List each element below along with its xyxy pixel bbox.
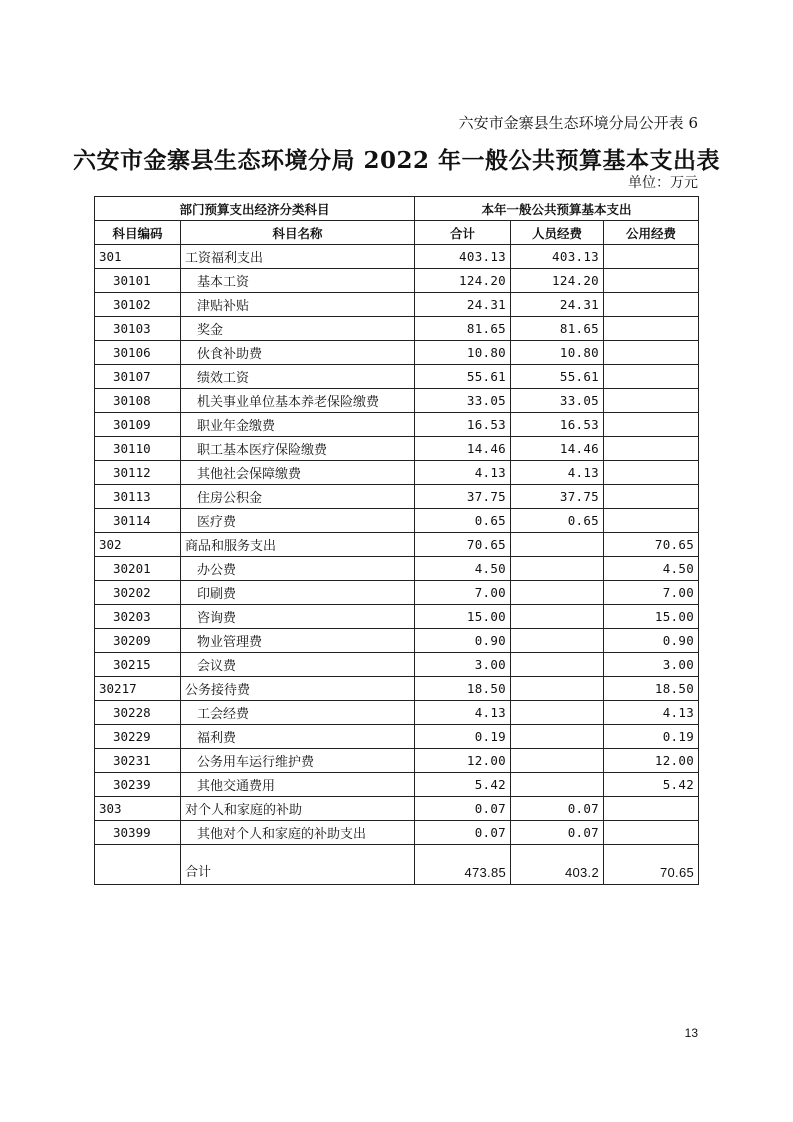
total-cell: 15.00: [415, 605, 511, 629]
public-cell: [604, 293, 699, 317]
code-cell: 30112: [95, 461, 181, 485]
budget-table: [94, 196, 699, 885]
personnel-cell: [511, 557, 604, 581]
col-header-total: 合计: [415, 221, 511, 245]
name-cell: 办公费: [181, 557, 415, 581]
personnel-cell: [511, 749, 604, 773]
total-cell: 4.13: [415, 701, 511, 725]
total-cell: 0.90: [415, 629, 511, 653]
code-cell: 302: [95, 533, 181, 557]
public-cell: 0.19: [604, 725, 699, 749]
personnel-cell: 10.80: [511, 341, 604, 365]
code-cell: 30114: [95, 509, 181, 533]
total-cell: 0.65: [415, 509, 511, 533]
personnel-cell: 55.61: [511, 365, 604, 389]
table-row: [95, 629, 699, 653]
personnel-cell: 124.20: [511, 269, 604, 293]
total-cell: 18.50: [415, 677, 511, 701]
table-row: [95, 317, 699, 341]
name-cell: 绩效工资: [181, 365, 415, 389]
table-row: [95, 653, 699, 677]
public-cell: 12.00: [604, 749, 699, 773]
personnel-cell: 37.75: [511, 485, 604, 509]
public-cell: [604, 317, 699, 341]
personnel-cell: 0.07: [511, 821, 604, 845]
personnel-cell: [511, 725, 604, 749]
public-cell: [604, 341, 699, 365]
code-cell: 30106: [95, 341, 181, 365]
table-row: [95, 701, 699, 725]
name-cell: 其他对个人和家庭的补助支出: [181, 821, 415, 845]
table-row: [95, 341, 699, 365]
total-cell: 24.31: [415, 293, 511, 317]
public-cell: [604, 365, 699, 389]
total-row: [95, 845, 699, 885]
table-row: [95, 485, 699, 509]
code-cell: 30110: [95, 437, 181, 461]
personnel-cell: 0.07: [511, 797, 604, 821]
table-body: [95, 245, 699, 845]
header-economic-classification: 部门预算支出经济分类科目: [95, 197, 415, 221]
personnel-cell: 14.46: [511, 437, 604, 461]
public-cell: 70.65: [604, 533, 699, 557]
total-cell: 33.05: [415, 389, 511, 413]
code-cell: 30209: [95, 629, 181, 653]
name-cell: 奖金: [181, 317, 415, 341]
total-cell: 81.65: [415, 317, 511, 341]
public-cell: 5.42: [604, 773, 699, 797]
total-cell: 55.61: [415, 365, 511, 389]
public-cell: [604, 485, 699, 509]
public-cell: 7.00: [604, 581, 699, 605]
table-row: [95, 437, 699, 461]
name-cell: 职业年金缴费: [181, 413, 415, 437]
total-cell: 14.46: [415, 437, 511, 461]
total-cell: 0.07: [415, 821, 511, 845]
table-row: [95, 365, 699, 389]
table-row: [95, 797, 699, 821]
table-row: [95, 749, 699, 773]
col-header-personnel: 人员经费: [511, 221, 604, 245]
personnel-cell: [511, 605, 604, 629]
total-cell: 70.65: [415, 533, 511, 557]
total-cell: 7.00: [415, 581, 511, 605]
public-cell: 0.90: [604, 629, 699, 653]
code-cell: 30231: [95, 749, 181, 773]
group-header-row: [95, 197, 699, 221]
public-cell: [604, 437, 699, 461]
table-row: [95, 245, 699, 269]
personnel-cell: [511, 773, 604, 797]
total-cell: 4.50: [415, 557, 511, 581]
name-cell: 其他社会保障缴费: [181, 461, 415, 485]
total-cell: 37.75: [415, 485, 511, 509]
public-cell: [604, 821, 699, 845]
personnel-cell: [511, 533, 604, 557]
personnel-cell: 4.13: [511, 461, 604, 485]
col-header-name: 科目名称: [181, 221, 415, 245]
personnel-cell: [511, 629, 604, 653]
personnel-cell: 403.13: [511, 245, 604, 269]
name-cell: 福利费: [181, 725, 415, 749]
table-row: [95, 509, 699, 533]
code-cell: 30228: [95, 701, 181, 725]
table-row: [95, 725, 699, 749]
unit-label: 单位：万元: [628, 175, 698, 191]
total-cell: 3.00: [415, 653, 511, 677]
header-basic-expenditure: 本年一般公共预算基本支出: [415, 197, 699, 221]
personnel-cell: [511, 581, 604, 605]
name-cell: 医疗费: [181, 509, 415, 533]
name-cell: 对个人和家庭的补助: [181, 797, 415, 821]
document-title: 六安市金寨县生态环境分局 2022 年一般公共预算基本支出表: [72, 147, 721, 174]
total-cell: 124.20: [415, 269, 511, 293]
code-cell: 30113: [95, 485, 181, 509]
name-cell: 工会经费: [181, 701, 415, 725]
name-cell: 住房公积金: [181, 485, 415, 509]
total-cell: 10.80: [415, 341, 511, 365]
table-row: [95, 581, 699, 605]
form-label: 六安市金寨县生态环境分局公开表 6: [458, 114, 698, 132]
public-cell: [604, 269, 699, 293]
code-cell: 30239: [95, 773, 181, 797]
personnel-cell: [511, 677, 604, 701]
name-cell: 公务用车运行维护费: [181, 749, 415, 773]
code-cell: 30202: [95, 581, 181, 605]
code-cell: 30215: [95, 653, 181, 677]
column-header-row: [95, 221, 699, 245]
table-row: [95, 677, 699, 701]
total-cell: 0.07: [415, 797, 511, 821]
public-cell: [604, 509, 699, 533]
name-cell: 会议费: [181, 653, 415, 677]
code-cell: 30109: [95, 413, 181, 437]
total-cell: 5.42: [415, 773, 511, 797]
personnel-cell: [511, 701, 604, 725]
code-cell: 30229: [95, 725, 181, 749]
col-header-public: 公用经费: [604, 221, 699, 245]
code-cell: 30103: [95, 317, 181, 341]
total-personnel-cell: 403.2: [511, 845, 604, 885]
total-code-cell: [95, 845, 181, 885]
code-cell: 30399: [95, 821, 181, 845]
personnel-cell: 0.65: [511, 509, 604, 533]
table-row: [95, 293, 699, 317]
col-header-code: 科目编码: [95, 221, 181, 245]
table-row: [95, 413, 699, 437]
total-cell: 12.00: [415, 749, 511, 773]
total-cell: 16.53: [415, 413, 511, 437]
personnel-cell: 16.53: [511, 413, 604, 437]
table-row: [95, 461, 699, 485]
name-cell: 职工基本医疗保险缴费: [181, 437, 415, 461]
public-cell: [604, 389, 699, 413]
public-cell: [604, 413, 699, 437]
personnel-cell: 81.65: [511, 317, 604, 341]
name-cell: 其他交通费用: [181, 773, 415, 797]
table-row: [95, 821, 699, 845]
code-cell: 30102: [95, 293, 181, 317]
name-cell: 基本工资: [181, 269, 415, 293]
personnel-cell: 33.05: [511, 389, 604, 413]
public-cell: [604, 245, 699, 269]
name-cell: 机关事业单位基本养老保险缴费: [181, 389, 415, 413]
public-cell: [604, 797, 699, 821]
code-cell: 30108: [95, 389, 181, 413]
name-cell: 伙食补助费: [181, 341, 415, 365]
public-cell: [604, 461, 699, 485]
personnel-cell: 24.31: [511, 293, 604, 317]
table-row: [95, 605, 699, 629]
code-cell: 30101: [95, 269, 181, 293]
name-cell: 咨询费: [181, 605, 415, 629]
code-cell: 30203: [95, 605, 181, 629]
total-cell: 4.13: [415, 461, 511, 485]
table-row: [95, 269, 699, 293]
total-cell: 0.19: [415, 725, 511, 749]
name-cell: 津贴补贴: [181, 293, 415, 317]
personnel-cell: [511, 653, 604, 677]
code-cell: 30107: [95, 365, 181, 389]
page-number: 13: [684, 1026, 698, 1040]
public-cell: 4.13: [604, 701, 699, 725]
total-amount-cell: 473.85: [415, 845, 511, 885]
name-cell: 商品和服务支出: [181, 533, 415, 557]
table-row: [95, 533, 699, 557]
public-cell: 3.00: [604, 653, 699, 677]
code-cell: 303: [95, 797, 181, 821]
public-cell: 18.50: [604, 677, 699, 701]
total-public-cell: 70.65: [604, 845, 699, 885]
total-label-cell: 合计: [181, 845, 415, 885]
name-cell: 公务接待费: [181, 677, 415, 701]
code-cell: 30201: [95, 557, 181, 581]
name-cell: 工资福利支出: [181, 245, 415, 269]
public-cell: 4.50: [604, 557, 699, 581]
table-row: [95, 557, 699, 581]
table-row: [95, 389, 699, 413]
name-cell: 印刷费: [181, 581, 415, 605]
code-cell: 301: [95, 245, 181, 269]
code-cell: 30217: [95, 677, 181, 701]
public-cell: 15.00: [604, 605, 699, 629]
total-cell: 403.13: [415, 245, 511, 269]
table-row: [95, 773, 699, 797]
name-cell: 物业管理费: [181, 629, 415, 653]
